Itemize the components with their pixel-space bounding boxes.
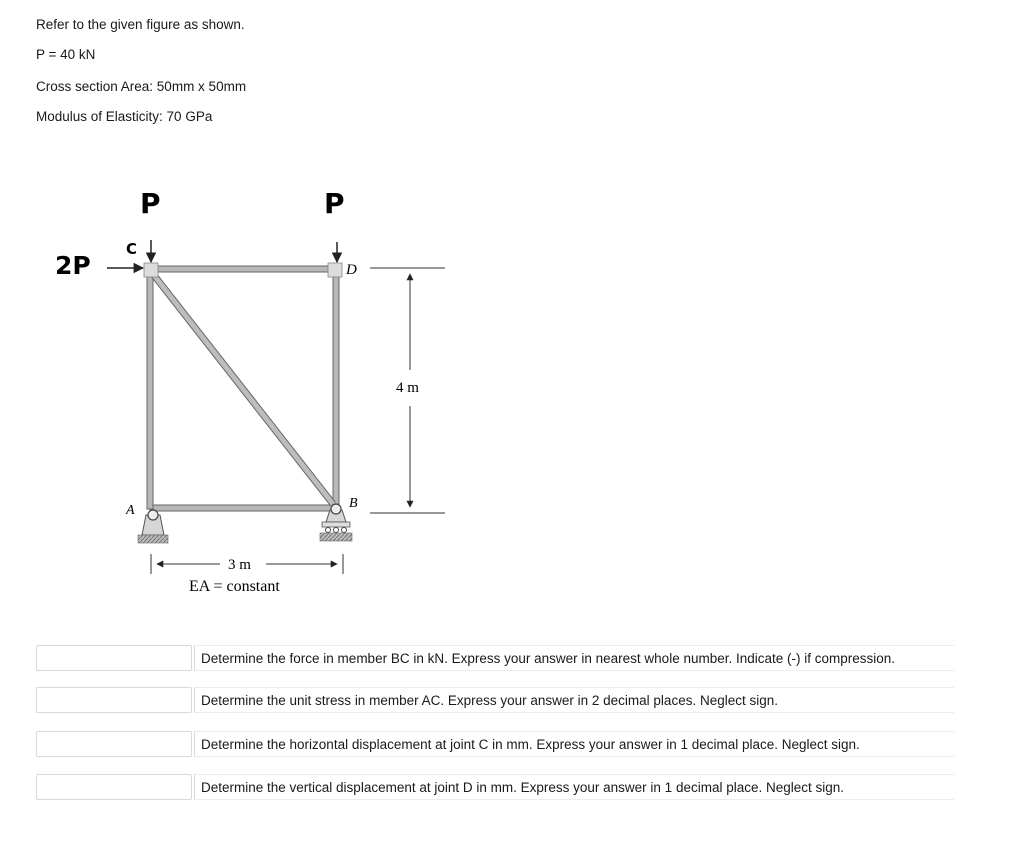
question-row (36, 687, 956, 717)
member-bd (333, 269, 339, 509)
load-label-2p: 2P (55, 251, 91, 280)
question-row (36, 731, 956, 761)
ea-note: EA = constant (189, 578, 280, 595)
truss-members (144, 263, 342, 511)
joint-label-a: A (126, 503, 135, 518)
load-label-p-left: P (140, 187, 161, 220)
intro-modulus: Modulus of Elasticity: 70 GPa (36, 109, 213, 124)
gusset-c (144, 263, 158, 277)
dimension-height (370, 268, 445, 513)
question-row (36, 774, 956, 804)
member-cd (150, 266, 338, 272)
member-ab (150, 505, 338, 511)
answer-input-d-vertical[interactable] (36, 774, 192, 800)
question-text: Determine the force in member BC in kN. Express your answer in nearest whole number. Indicate (-) if compression. (194, 645, 954, 671)
answer-input-c-horizontal[interactable] (36, 731, 192, 757)
question-text: Determine the vertical displacement at joint D in mm. Express your answer in 1 decimal place. Neglect sign. (194, 774, 954, 800)
dimension-height-label: 4 m (396, 380, 419, 396)
intro-cross-section: Cross section Area: 50mm x 50mm (36, 79, 247, 94)
intro-line-1: Refer to the given figure as shown. (36, 17, 245, 32)
member-ac (147, 269, 153, 509)
intro-load-value: P = 40 kN (36, 47, 96, 62)
joint-label-d: D (346, 262, 357, 278)
question-text: Determine the unit stress in member AC. Express your answer in 2 decimal places. Neglect sign. (194, 687, 954, 713)
dimension-width (151, 554, 343, 574)
truss-figure (40, 170, 460, 610)
gusset-d (328, 263, 342, 277)
question-row (36, 645, 956, 675)
joint-label-c: C (126, 240, 138, 258)
joint-label-b: B (349, 496, 358, 511)
dimension-width-label: 3 m (228, 557, 251, 573)
load-label-p-right: P (324, 187, 345, 220)
answer-input-bc-force[interactable] (36, 645, 192, 671)
answer-input-ac-stress[interactable] (36, 687, 192, 713)
pin-support-a (138, 510, 168, 543)
question-text: Determine the horizontal displacement at joint C in mm. Express your answer in 1 decimal place. Neglect sign. (194, 731, 954, 757)
